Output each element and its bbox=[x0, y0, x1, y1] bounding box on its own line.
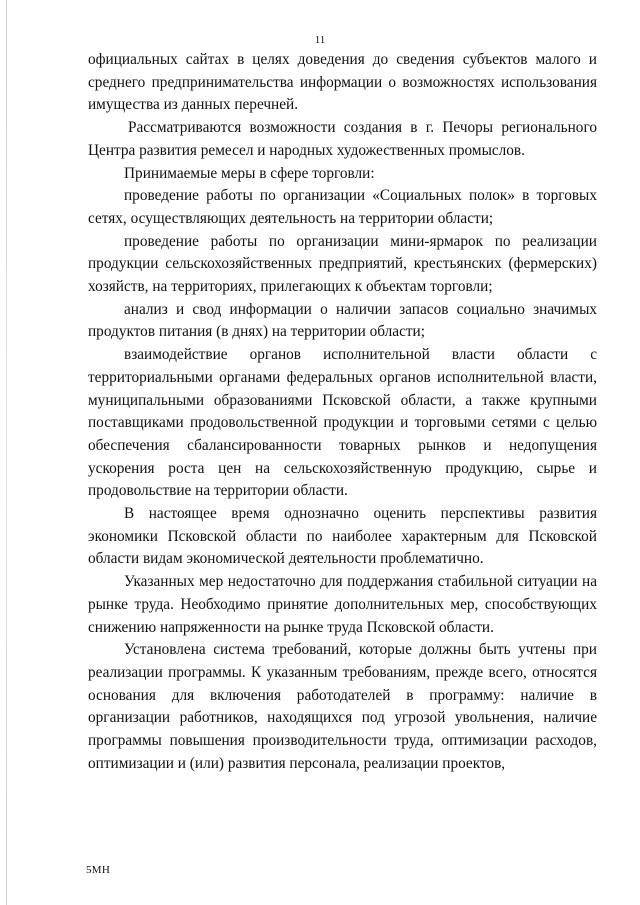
paragraph-continued: официальных сайтах в целях доведения до сведения субъектов малого и среднего предпринимательства информации о возможностях использования имущества из данных перечней. bbox=[88, 51, 597, 114]
page-number: 11 bbox=[314, 34, 326, 46]
footer-code: 5МН bbox=[86, 864, 111, 876]
paragraph-food-stocks: анализ и свод информации о наличии запасов социально значимых продуктов питания (в днях) на территории области; bbox=[88, 300, 597, 341]
paragraph-interaction: взаимодействие органов исполнительной власти области с территориальными органами федеральных органов исполнительной власти, муниципальными образованиями Псковской области, а также крупными поставщиками продовольственной продукции и торговыми сетями с целью обеспечения сбалансированности товарных рынков и недопущения ускорения роста цен на сельскохозяйственную продукцию, сырье и продовольствие на территории области. bbox=[88, 346, 597, 500]
paragraph-prospects: В настоящее время однозначно оценить перспективы развития экономики Псковской области по наиболее характерным для Псковской области видам экономической деятельности проблематично. bbox=[88, 505, 597, 568]
document-body bbox=[88, 49, 597, 776]
paragraph-labor-market: Указанных мер недостаточно для поддержания стабильной ситуации на рынке труда. Необходимо принятие дополнительных мер, способствующих снижению напряженности на рынке труда Псковской области. bbox=[88, 573, 597, 636]
paragraph-mini-fairs: проведение работы по организации мини-ярмарок по реализации продукции сельскохозяйственных предприятий, крестьянских (фермерских) хозяйств, на территориях, прилегающих к объектам торговли; bbox=[88, 232, 597, 296]
paragraph-requirements: Установлена система требований, которые должны быть учтены при реализации программы. К указанным требованиям, прежде всего, относятся основания для включения работодателей в программу: наличие в организации работников, находящихся под угрозой увольнения, наличие программы повышения производительности труда, оптимизации расходов, оптимизации и (или) развития персонала, реализации проектов, bbox=[88, 641, 597, 772]
paragraph-trade-measures: Принимаемые меры в сфере торговли: bbox=[124, 164, 375, 182]
paragraph-craft-center: Рассматриваются возможности создания в г. Печоры регионального Центра развития ремесел и народных художественных промыслов. bbox=[88, 119, 597, 159]
paragraph-social-shelves: проведение работы по организации «Социальных полок» в торговых сетях, осуществляющих деятельность на территории области; bbox=[88, 187, 597, 227]
scan-edge-line bbox=[6, 0, 7, 905]
